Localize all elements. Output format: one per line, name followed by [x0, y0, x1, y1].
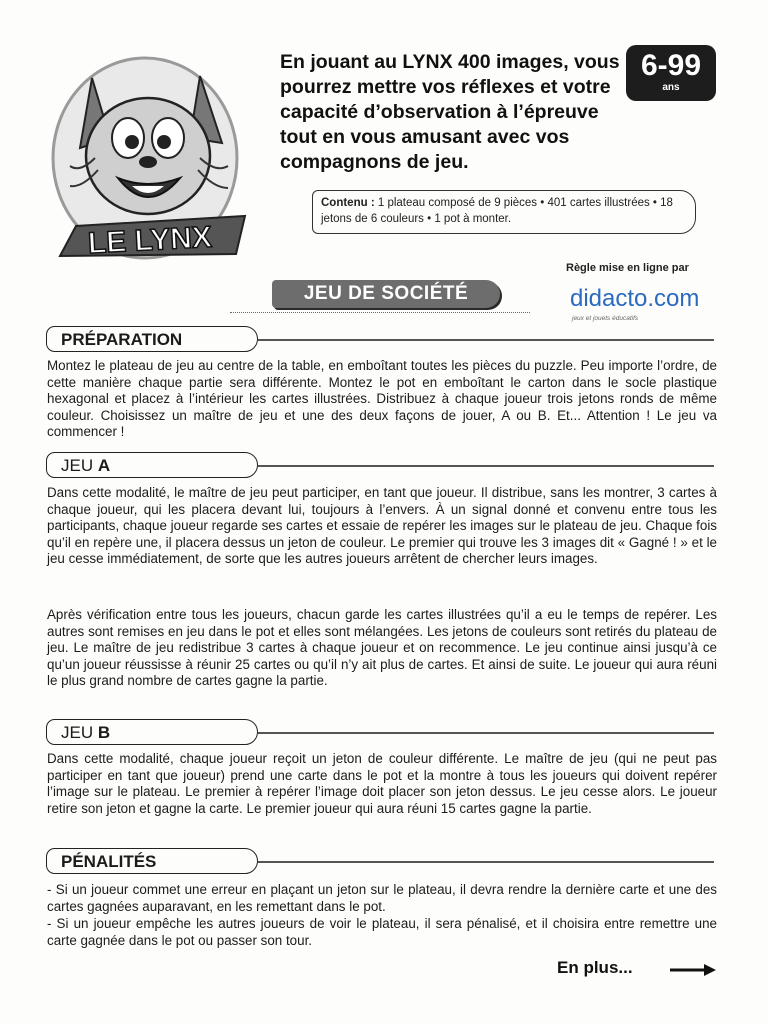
section-title-penalites: PÉNALITÉS: [46, 848, 258, 874]
section-title-letter: A: [97, 456, 111, 475]
headline: En jouant au LYNX 400 images, vous pourrez mettre vos réflexes et votre capacité d’observation à l’épreuve tout en vous amusant avec vos compagnons de jeu.: [280, 51, 620, 173]
age-range: 6-99: [640, 49, 702, 82]
didacto-tagline: jeux et jouets éducatifs: [572, 315, 639, 322]
preparation-text: Montez le plateau de jeu au centre de la table, en emboîtant toutes les pièces du puzzle. Peu importe l’ordre, de cette manière chaque partie sera différente. Montez le pot en emboîtant le carton dans le socle plastique hexagonal et placez à l’intérieur les cartes illustrées. Distribuez à chaque joueur trois jetons ronds de même couleur. Choisissez un maître de jeu et une des deux façons de jouer, A ou B. Et... Attention ! Le jeu va commencer !: [47, 358, 717, 439]
section-title-preparation: PRÉPARATION: [46, 326, 258, 352]
game-type-banner: JEU DE SOCIÉTÉ: [272, 280, 500, 308]
banner-rule: [230, 312, 530, 313]
le-lynx-logo: [40, 38, 260, 278]
section-rule: [258, 861, 714, 863]
didacto-brand: didacto.com: [570, 285, 700, 312]
section-title-prefix: JEU: [61, 456, 94, 475]
penalites-line-1: - Si un joueur commet une erreur en plaçant un jeton sur le plateau, il devra rendre la dernière carte et une des cartes gagnées auparavant, en les remettant dans le pot.: [47, 882, 717, 914]
more-label: En plus...: [557, 958, 633, 977]
jeu-a-text-1: Dans cette modalité, le maître de jeu peut participer, en tant que joueur. Il distribue, sans les montrer, 3 cartes à chaque joueur, qui les placera devant lui, toujours à l’envers. À un signal donné et convenu entre tous les participants, chaque joueur regarde ses cartes et essaie de repérer les images sur le plateau de jeu. Chaque fois qu’il en repère une, il placera dessus un jeton de couleur. Le premier qui trouve les 3 images dit « Gagné ! » et le jeu cesse immédiatement, de sorte que les autres joueurs arrêtent de chercher leurs images.: [47, 485, 717, 566]
section-rule: [258, 339, 714, 341]
contents-label: Contenu :: [321, 197, 375, 209]
contents-text: 1 plateau composé de 9 pièces • 401 cartes illustrées • 18 jetons de 6 couleurs • 1 pot à monter.: [321, 197, 673, 225]
section-title-jeu-b: [46, 719, 258, 745]
section-rule: [258, 732, 714, 734]
section-title-letter: B: [97, 723, 111, 742]
arrow-right-icon: [668, 962, 718, 978]
section-title-prefix: JEU: [61, 723, 94, 742]
didacto-logo: [568, 278, 718, 324]
publisher-credit: Règle mise en ligne par: [566, 262, 689, 274]
age-badge: [626, 45, 716, 101]
section-title-jeu-a: [46, 452, 258, 478]
logo-text: LE LYNX: [87, 220, 213, 261]
jeu-a-text-2: Après vérification entre tous les joueurs, chacun garde les cartes illustrées qu’il a eu le temps de repérer. Les autres sont remises en jeu dans le pot et elles sont mélangées. Les jetons de couleurs sont retirés du plateau de jeu. Le maître de jeu redistribue 3 cartes à chaque joueur et on recommence. Le jeu continue ainsi jusqu’à ce qu’un joueur réussisse à réunir 25 cartes ou qu’il n’y ait plus de cartes. Et ainsi de suite. Le joueur qui aura réuni le plus grand nombre de cartes gagne la partie.: [47, 607, 717, 688]
penalites-line-2: - Si un joueur empêche les autres joueurs de voir le plateau, il sera pénalisé, et il choisira entre remettre une carte gagnée dans le pot ou passer son tour.: [47, 916, 717, 948]
section-rule: [258, 465, 714, 467]
contents-box: [312, 190, 696, 234]
jeu-b-text: Dans cette modalité, chaque joueur reçoit un jeton de couleur différente. Le maître de jeu (qui ne peut pas participer en tant que joueur) prend une carte dans le pot et la montre à tous les joueurs qui doivent repérer l’image sur le plateau. Le premier à repérer l’image doit placer son jeton dessus. Le jeu cesse alors. Le joueur retire son jeton et gagne la carte. Le premier joueur qui aura réuni 15 cartes gagne la partie.: [47, 751, 717, 816]
age-unit: ans: [662, 82, 680, 93]
